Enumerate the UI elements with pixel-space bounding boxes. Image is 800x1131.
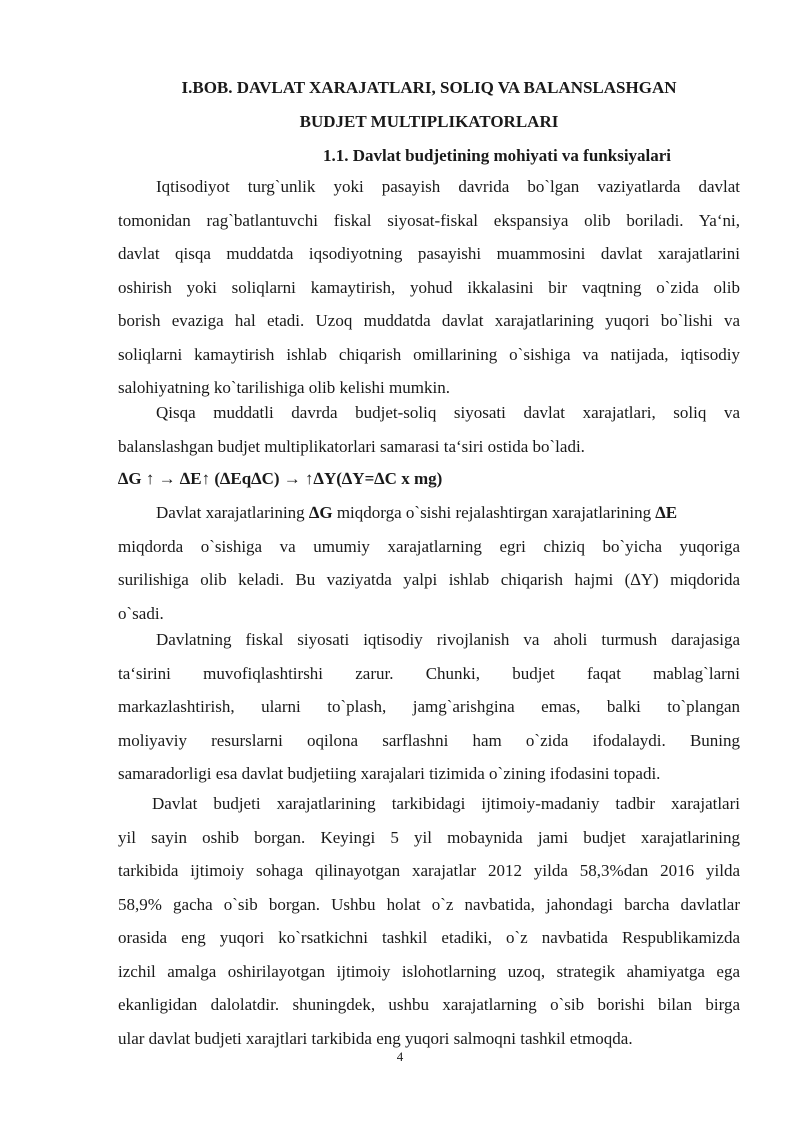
text-line: markazlashtirish, ularni to`plash, jamg`arishgina emas, balki to`plangan [118, 697, 740, 716]
text-line: oshirish yoki soliqlarni kamaytirish, yohud ikkalasini bir vaqtning o`zida olib [118, 277, 740, 297]
text-line: ular davlat budjeti xarajtlari tarkibida eng yuqori salmoqni tashkil etmoqda. [118, 1028, 633, 1048]
text-line: Davlatning fiskal siyosati iqtisodiy rivojlanish va aholi turmush darajasiga [156, 630, 740, 649]
section-heading [118, 139, 740, 173]
paragraph-1 [118, 170, 740, 405]
text-line: surilishiga olib keladi. Bu vaziyatda yalpi ishlab chiqarish hajmi (∆Y) miqdorida [118, 570, 740, 589]
text-line: izchil amalga oshirilayotgan ijtimoiy islohotlarning uzoq, strategik ahamiyatga ega [118, 961, 740, 981]
text-line: tarkibida ijtimoiy sohaga qilinayotgan xarajatlar 2012 yilda 58,3%dan 2016 yilda [118, 861, 740, 880]
text-line: salohiyatning ko`tarilishiga olib kelishi mumkin. [118, 378, 450, 397]
text-line: o`sadi. [118, 603, 164, 623]
section-title: . Davlat budjetining mohiyati va funksiyalari [344, 146, 672, 165]
text-line: 58,9% gacha o`sib borgan. Ushbu holat o`z navbatida, jahondagi barcha davlatlar [118, 894, 740, 914]
paragraph-4 [118, 623, 740, 791]
text-line: Qisqa muddatli davrda budjet-soliq siyosati davlat xarajatlari, soliq va [156, 403, 740, 422]
text-line: soliqlarni kamaytirish ishlab chiqarish omillarining o`sishiga va natijada, iqtisodiy [118, 344, 740, 364]
delta-g-symbol: ∆G [308, 503, 333, 522]
page-number: 4 [396, 1049, 404, 1064]
chapter-title-line-2: BUDJET MULTIPLIKATORLARI [299, 112, 559, 131]
text-line: balanslashgan budjet multiplikatorlari samarasi ta‘siri ostida bo`ladi. [118, 436, 585, 456]
text-line: Davlat xarajatlarining ∆G miqdorga o`sishi rejalashtirgan xarajatlarining ∆E [156, 503, 678, 522]
paragraph-5 [118, 787, 740, 1055]
text-line: tomonidan rag`batlantuvchi fiskal siyosat-fiskal ekspansiya olib boriladi. Ya‘ni, [118, 210, 740, 230]
text-line: orasida eng yuqori ko`rsatkichni tashkil etadiki, o`z navbatida Respublikamizda [118, 928, 740, 947]
text-line: miqdorda o`sishiga va umumiy xarajatlarning egri chiziq bo`yicha yuqoriga [118, 536, 740, 556]
text-line: borish evaziga hal etadi. Uzoq muddatda davlat xarajatlarining yuqori bo`lishi va [118, 311, 740, 330]
text-line: samaradorligi esa davlat budjetiing xarajalari tizimida o`zining ifodasini topadi. [118, 764, 661, 783]
text-line: davlat qisqa muddatda iqsodiyotning pasayishi muammosini davlat xarajatlarini [118, 244, 740, 263]
text-line: moliyaviy resurslarni oqilona sarflashni ham o`zida ifodalaydi. Buning [118, 730, 740, 750]
chapter-title-line-1: I.BOB. DAVLAT XARAJATLARI, SOLIQ VA BALANSLASHGAN [181, 78, 677, 97]
formula: ∆G ↑ → ∆E↑ (∆Eq∆C) → ↑∆Y(∆Y=∆C x mg) [118, 469, 443, 488]
text-line: ta‘sirini muvofiqlashtirshi zarur. Chunki, budjet faqat mablag`larni [118, 663, 740, 683]
section-number: 1.1 [322, 146, 345, 165]
delta-e-symbol: ∆E [655, 503, 678, 522]
text-line: Davlat budjeti xarajatlarining tarkibidagi ijtimoiy-madaniy tadbir xarajatlari [152, 794, 740, 813]
formula-line [118, 462, 740, 496]
text-line: ekanligidan dalolatdir. shuningdek, ushbu xarajatlarning o`sib borishi bilan birga [118, 995, 740, 1014]
paragraph-2 [118, 396, 740, 463]
paragraph-3 [118, 496, 740, 630]
text-line: Iqtisodiyot turg`unlik yoki pasayish davrida bo`lgan vaziyatlarda davlat [156, 177, 740, 196]
text-line: yil sayin oshib borgan. Keyingi 5 yil mobaynida jami budjet xarajatlarining [118, 827, 740, 847]
